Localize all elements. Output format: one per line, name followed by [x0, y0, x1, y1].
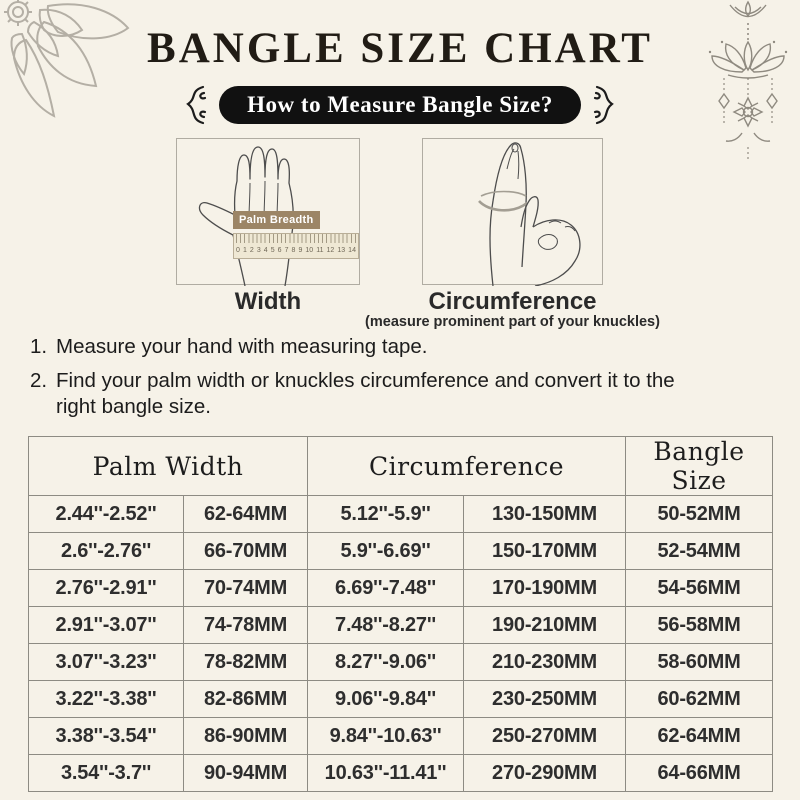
ruler	[233, 233, 359, 259]
table-row	[29, 644, 773, 681]
column-header: Palm Width	[29, 437, 308, 496]
table-cell: 150-170MM	[464, 533, 626, 570]
table-cell: 170-190MM	[464, 570, 626, 607]
ruler-ticks	[236, 234, 356, 243]
table-cell: 3.54''-3.7''	[29, 755, 184, 792]
table-cell: 3.22''-3.38''	[29, 681, 184, 718]
circumference-caption: Circumference	[428, 288, 597, 315]
table-cell: 70-74MM	[184, 570, 308, 607]
table-cell: 210-230MM	[464, 644, 626, 681]
ruler-numbers	[236, 246, 356, 256]
how-to-banner-label: How to Measure Bangle Size?	[247, 92, 553, 117]
table-row	[29, 570, 773, 607]
ruler-number: 8	[291, 247, 296, 254]
instruction-text: Measure your hand with measuring tape.	[56, 335, 428, 358]
how-to-banner-row	[0, 84, 800, 126]
right-flourish-icon	[593, 84, 623, 126]
ruler-number: 7	[284, 247, 289, 254]
ruler-number: 13	[337, 247, 346, 254]
table-row	[29, 718, 773, 755]
ruler-number: 12	[326, 247, 335, 254]
table-cell: 90-94MM	[184, 755, 308, 792]
column-header: Bangle Size	[626, 437, 773, 496]
table-cell: 82-86MM	[184, 681, 308, 718]
ruler-number: 3	[256, 247, 261, 254]
table-cell: 6.69''-7.48''	[308, 570, 464, 607]
left-flourish-icon	[177, 84, 207, 126]
ruler-number: 14	[348, 247, 356, 254]
table-cell: 2.44''-2.52''	[29, 496, 184, 533]
table-cell: 9.84''-10.63''	[308, 718, 464, 755]
table-cell: 190-210MM	[464, 607, 626, 644]
table-cell: 58-60MM	[626, 644, 773, 681]
circumference-note: (measure prominent part of your knuckles)	[365, 314, 660, 330]
ruler-number: 1	[242, 247, 247, 254]
width-caption: Width	[234, 288, 302, 315]
ruler-number: 0	[236, 247, 240, 254]
table-cell: 2.91''-3.07''	[29, 607, 184, 644]
ruler-number: 2	[249, 247, 254, 254]
ruler-number: 4	[263, 247, 268, 254]
ruler-number: 11	[316, 247, 324, 254]
width-illustration-box	[176, 138, 360, 285]
instruction-number: 1.	[30, 335, 48, 358]
table-cell: 3.07''-3.23''	[29, 644, 184, 681]
table-cell: 2.6''-2.76''	[29, 533, 184, 570]
instruction-item	[30, 368, 730, 420]
table-cell: 64-66MM	[626, 755, 773, 792]
bangle-size-table	[28, 436, 773, 792]
table-cell: 230-250MM	[464, 681, 626, 718]
table-cell: 9.06''-9.84''	[308, 681, 464, 718]
page-title: BANGLE SIZE CHART	[147, 25, 653, 72]
table-cell: 2.76''-2.91''	[29, 570, 184, 607]
table-row	[29, 755, 773, 792]
ruler-number: 6	[277, 247, 282, 254]
table-cell: 5.9''-6.69''	[308, 533, 464, 570]
table-row	[29, 681, 773, 718]
ruler-number: 9	[298, 247, 303, 254]
table-cell: 54-56MM	[626, 570, 773, 607]
table-cell: 270-290MM	[464, 755, 626, 792]
palm-breadth-label: Palm Breadth	[233, 211, 320, 229]
table-cell: 56-58MM	[626, 607, 773, 644]
how-to-banner	[219, 86, 581, 124]
table-row	[29, 496, 773, 533]
instructions-list	[30, 334, 730, 429]
ruler-number: 10	[305, 247, 314, 254]
column-header: Circumference	[308, 437, 626, 496]
table-cell: 10.63''-11.41''	[308, 755, 464, 792]
table-cell: 250-270MM	[464, 718, 626, 755]
table-cell: 60-62MM	[626, 681, 773, 718]
table-cell: 8.27''-9.06''	[308, 644, 464, 681]
table-row	[29, 607, 773, 644]
instruction-item	[30, 334, 730, 360]
instruction-number: 2.	[30, 369, 48, 393]
table-header-row	[29, 437, 773, 496]
ruler-number: 5	[270, 247, 275, 254]
table-cell: 62-64MM	[626, 718, 773, 755]
table-cell: 86-90MM	[184, 718, 308, 755]
table-cell: 62-64MM	[184, 496, 308, 533]
table-cell: 130-150MM	[464, 496, 626, 533]
table-cell: 66-70MM	[184, 533, 308, 570]
circumference-illustration-box	[422, 138, 603, 285]
table-cell: 50-52MM	[626, 496, 773, 533]
table-row	[29, 533, 773, 570]
table-cell: 5.12''-5.9''	[308, 496, 464, 533]
table-cell: 52-54MM	[626, 533, 773, 570]
instruction-text: Find your palm width or knuckles circumference and convert it to the right bangle size.	[56, 369, 675, 419]
table-cell: 7.48''-8.27''	[308, 607, 464, 644]
table-cell: 3.38''-3.54''	[29, 718, 184, 755]
table-cell: 78-82MM	[184, 644, 308, 681]
hand-tape-illustration	[423, 139, 604, 286]
table-cell: 74-78MM	[184, 607, 308, 644]
